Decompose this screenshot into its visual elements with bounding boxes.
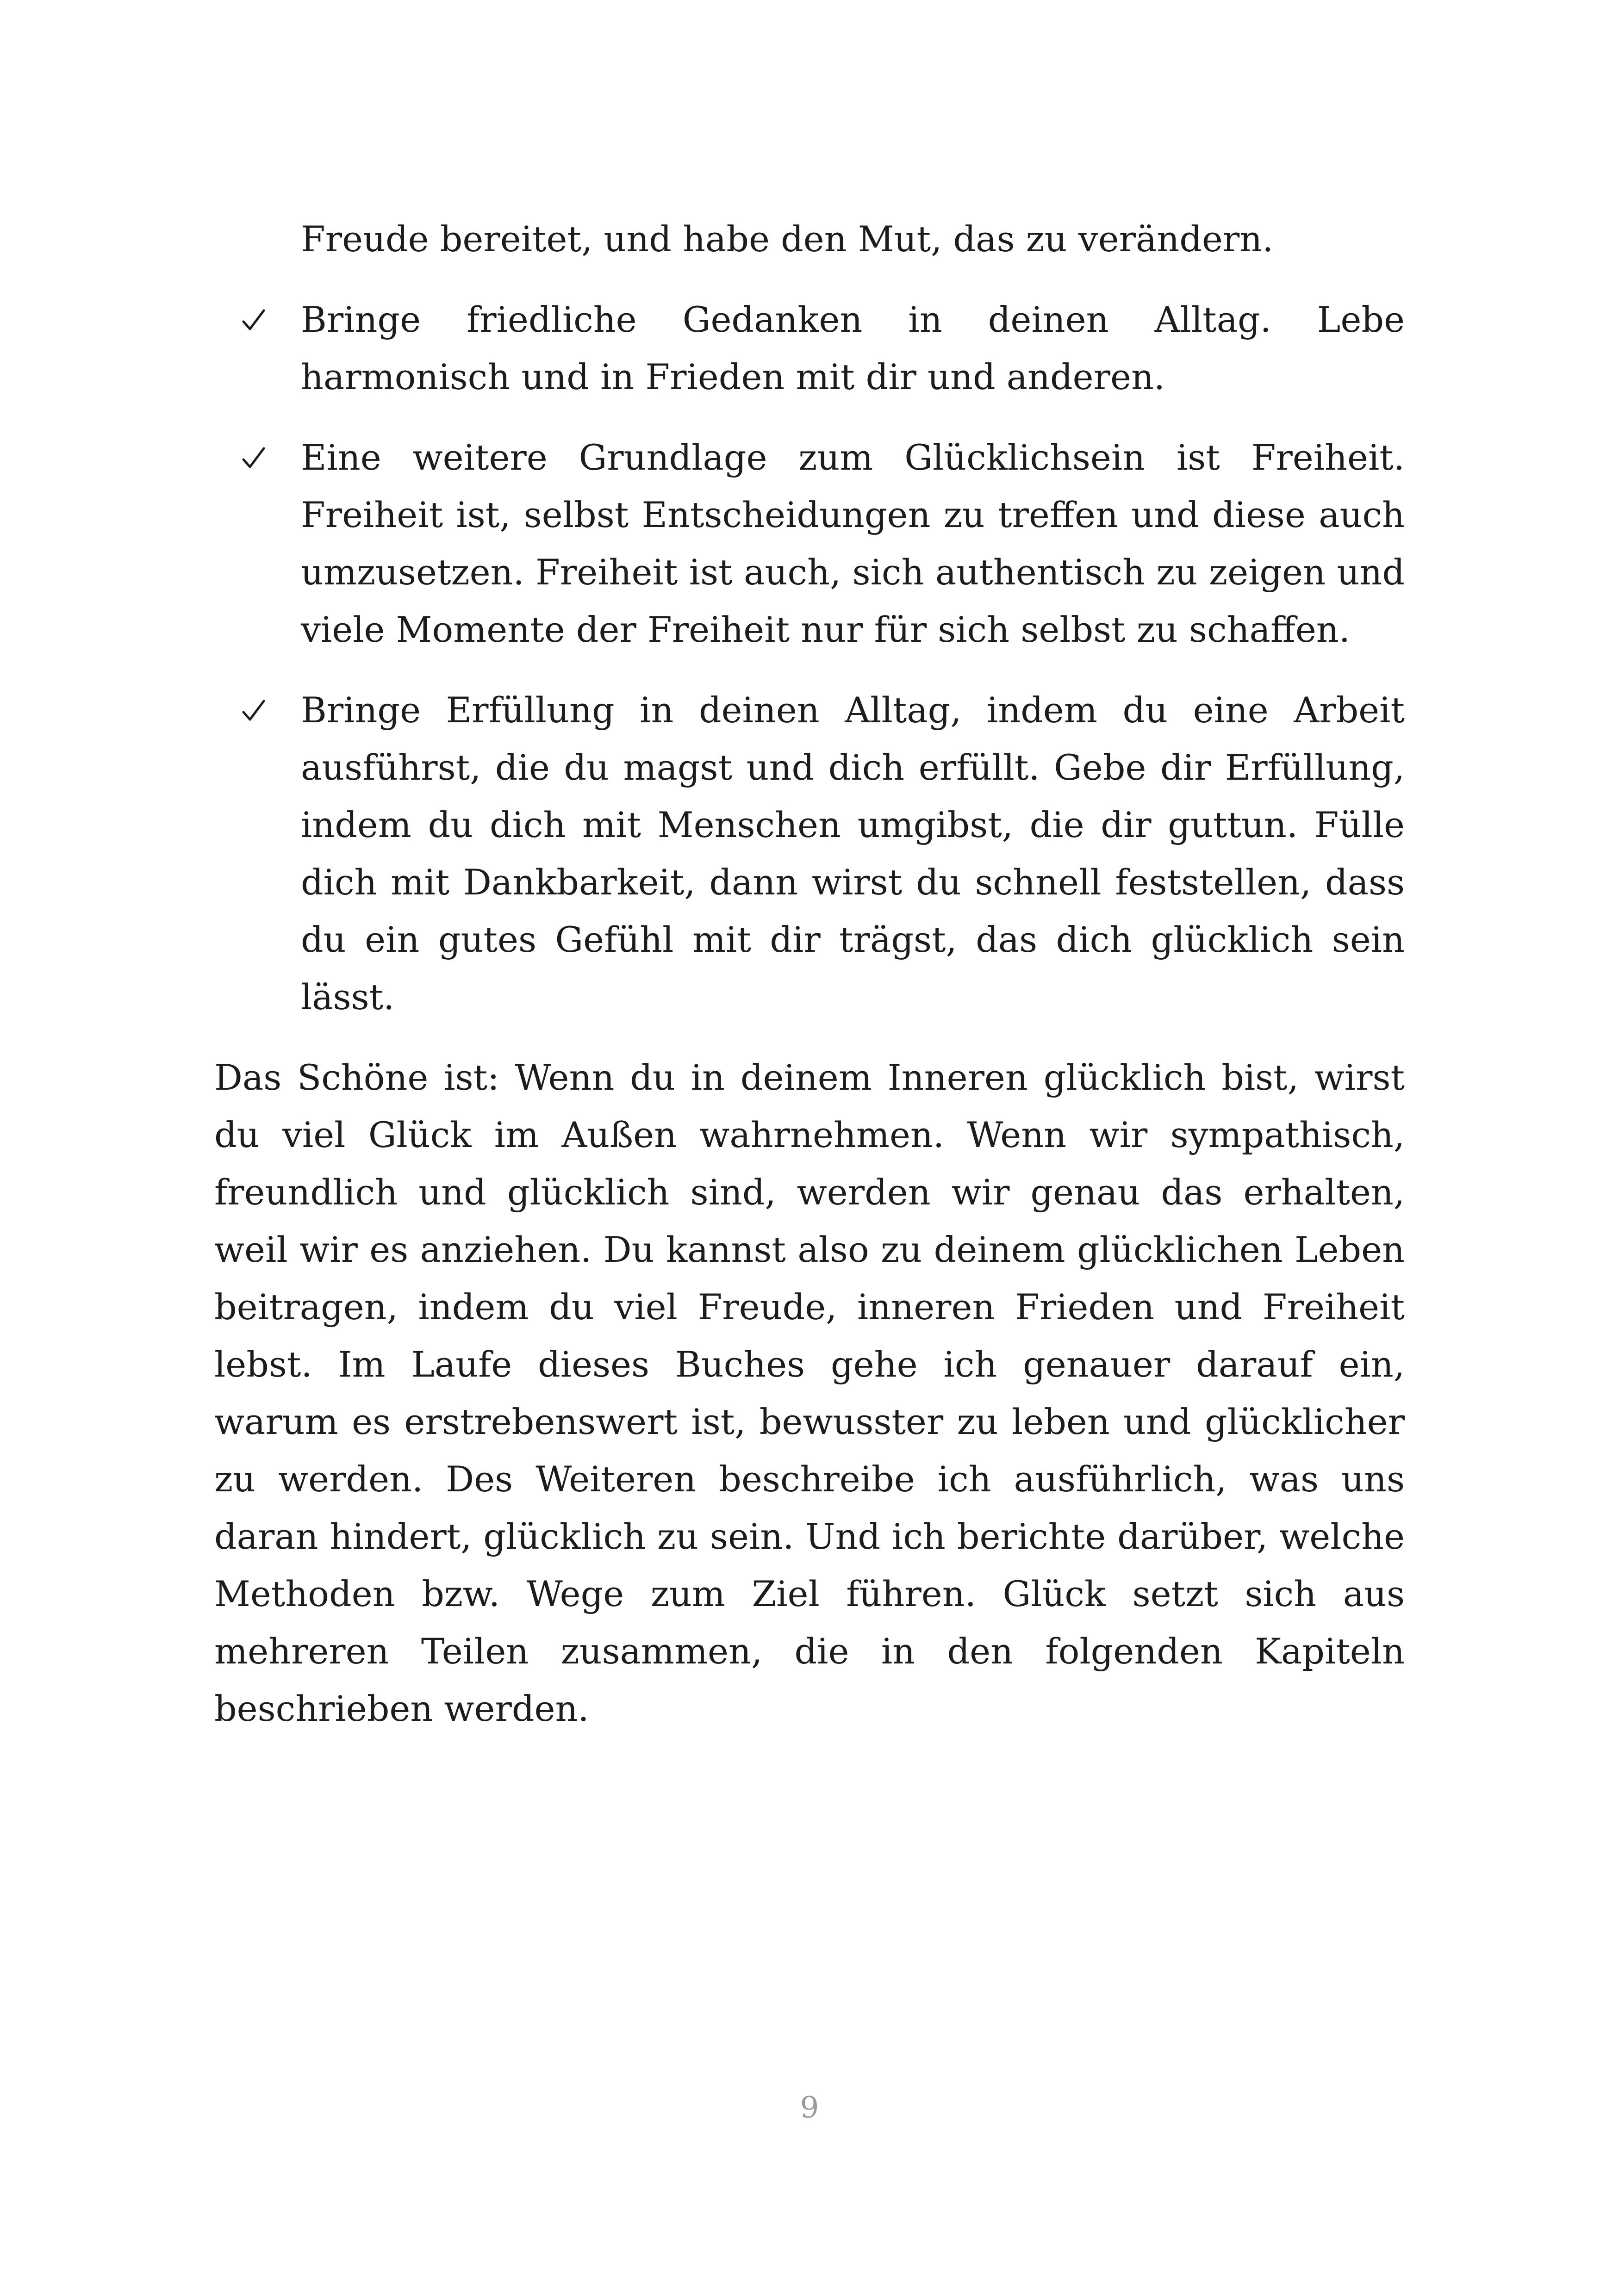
list-item [214, 291, 1405, 406]
list-item-text: Eine weitere Grundlage zum Glücklichsein ist Freiheit. Freiheit ist, selbst Entscheidungen zu treffen und diese auch umzusetzen. Freiheit ist auch, sich authentisch zu zeigen und viele Momente der Freiheit nur für sich selbst zu schaffen. [301, 437, 1405, 650]
list-item [214, 682, 1405, 1026]
check-mark-icon [233, 429, 274, 486]
list-item-text: Bringe friedliche Gedanken in deinen Alltag. Lebe harmonisch und in Frieden mit dir und anderen. [301, 299, 1405, 397]
continued-list-text: Freude bereitet, und habe den Mut, das zu verändern. [301, 218, 1274, 260]
list-item-text: Bringe Erfüllung in deinen Alltag, indem du eine Arbeit ausführst, die du magst und dich erfüllt. Gebe dir Erfüllung, indem du dich mit Menschen umgibst, die dir guttun. Fülle dich mit Dankbarkeit, dann wirst du schnell feststellen, dass du ein gutes Gefühl mit dir trägst, das dich glücklich sein lässt. [301, 689, 1405, 1018]
list-item [214, 429, 1405, 658]
page-body [214, 211, 1405, 1738]
check-list [214, 291, 1405, 1026]
check-mark-icon [233, 291, 274, 348]
body-paragraph: Das Schöne ist: Wenn du in deinem Inneren glücklich bist, wirst du viel Glück im Außen wahrnehmen. Wenn wir sympathisch, freundlich und glücklich sind, werden wir genau das erhalten, weil wir es anziehen. Du kannst also zu deinem glücklichen Leben beitragen, indem du viel Freude, inneren Frieden und Freiheit lebst. Im Laufe dieses Buches gehe ich genauer darauf ein, warum es erstrebenswert ist, bewusster zu leben und glücklicher zu werden. Des Weiteren beschreibe ich ausführlich, was uns daran hindert, glücklich zu sein. Und ich berichte darüber, welche Methoden bzw. Wege zum Ziel führen. Glück setzt sich aus mehreren Teilen zusammen, die in den folgenden Kapiteln beschrieben werden. [214, 1057, 1405, 1729]
page-number: 9 [800, 2091, 819, 2125]
check-mark-icon [233, 682, 274, 739]
